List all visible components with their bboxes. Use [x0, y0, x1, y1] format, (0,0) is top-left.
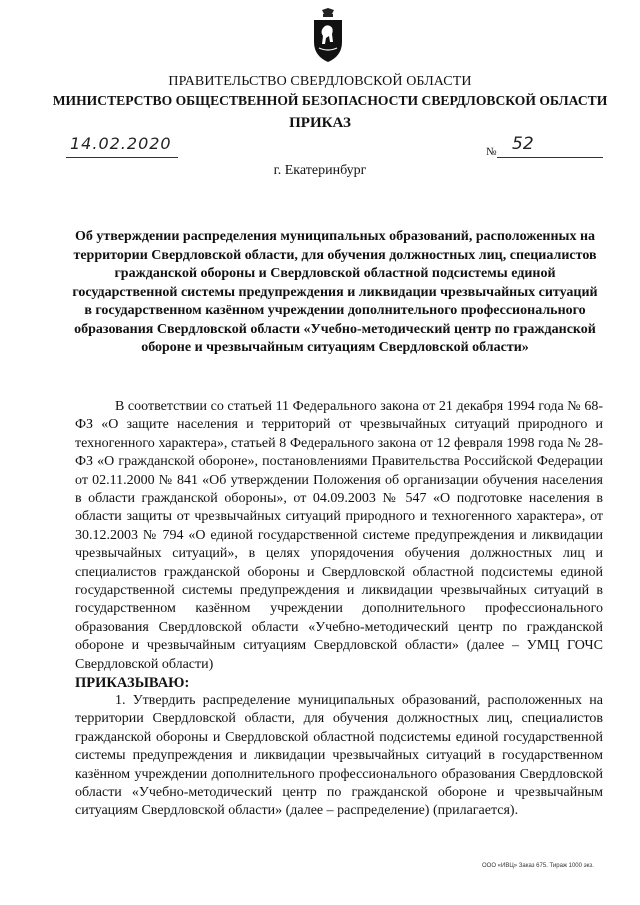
order-number: 52 — [512, 134, 534, 154]
number-label: № — [486, 146, 497, 158]
number-underline — [497, 157, 603, 158]
order-keyword: ПРИКАЗЫВАЮ: — [75, 675, 190, 691]
order-date: 14.02.2020 — [70, 134, 172, 153]
print-footer: ООО «ИВЦ» Заказ 675. Тираж 1000 экз. — [482, 863, 594, 869]
government-heading: ПРАВИТЕЛЬСТВО СВЕРДЛОВСКОЙ ОБЛАСТИ — [168, 74, 472, 89]
document-type: ПРИКАЗ — [289, 115, 351, 131]
preamble-paragraph: В соответствии со статьей 11 Федерального закона от 21 декабря 1994 года № 68-ФЗ «О защите населения и территорий от чрезвычайных ситуаций природного и техногенного характера», статьей 8 Федерального закона от 12 февраля 1998 года № 28-ФЗ «О гражданской обороне», постановлениями Правительства Российской Федерации от 02.11.2000 № 841 «Об утверждении Положения об организации обучения населения в области гражданской обороны», от 04.09.2003 № 547 «О подготовке населения в области защиты от чрезвычайных ситуаций природного и техногенного характера», от 30.12.2003 № 794 «О единой государственной системе предупреждения и ликвидации чрезвычайных ситуаций», в целях упорядочения обучения должностных лиц и специалистов гражданской обороны и Свердловской областной подсистемы единой государственной системы предупреждения и ликвидации чрезвычайных ситуаций в государственном казённом учреждении дополнительного профессионального образования Свердловской области «Учебно-методический центр по гражданской обороне и чрезвычайным ситуациям Свердловской области» (далее – УМЦ ГОЧС Свердловской области) — [75, 399, 603, 672]
sverdlovsk-oblast-coat-of-arms-icon — [311, 8, 345, 64]
order-item-1: 1. Утвердить распределение муниципальных образований, расположенных на территории Свердловской области, для обучения должностных лиц, специалистов гражданской обороны и Свердловской областной подсистемы единой государственной системы предупреждения и ликвидации чрезвычайных ситуаций в государственном казённом учреждении дополнительного профессионального образования Свердловской области «Учебно-методический центр по гражданской обороне и чрезвычайным ситуациям Свердловской области» (далее – распределение) (прилагается). — [75, 693, 603, 819]
order-title: Об утверждении распределения муниципальных образований, расположенных на территории Свердловской области, для обучения должностных лиц, специалистов гражданской обороны и Свердловской областной подсистемы единой государственной системы предупреждения и ликвидации чрезвычайных ситуаций в государственном казённом учреждении дополнительного профессионального образования Свердловской области «Учебно-методический центр по гражданской обороне и чрезвычайным ситуациям Свердловской области» — [72, 229, 598, 355]
date-underline — [66, 157, 178, 158]
city: г. Екатеринбург — [273, 163, 367, 178]
ministry-heading: МИНИСТЕРСТВО ОБЩЕСТВЕННОЙ БЕЗОПАСНОСТИ СВЕРДЛОВСКОЙ ОБЛАСТИ — [52, 93, 608, 108]
